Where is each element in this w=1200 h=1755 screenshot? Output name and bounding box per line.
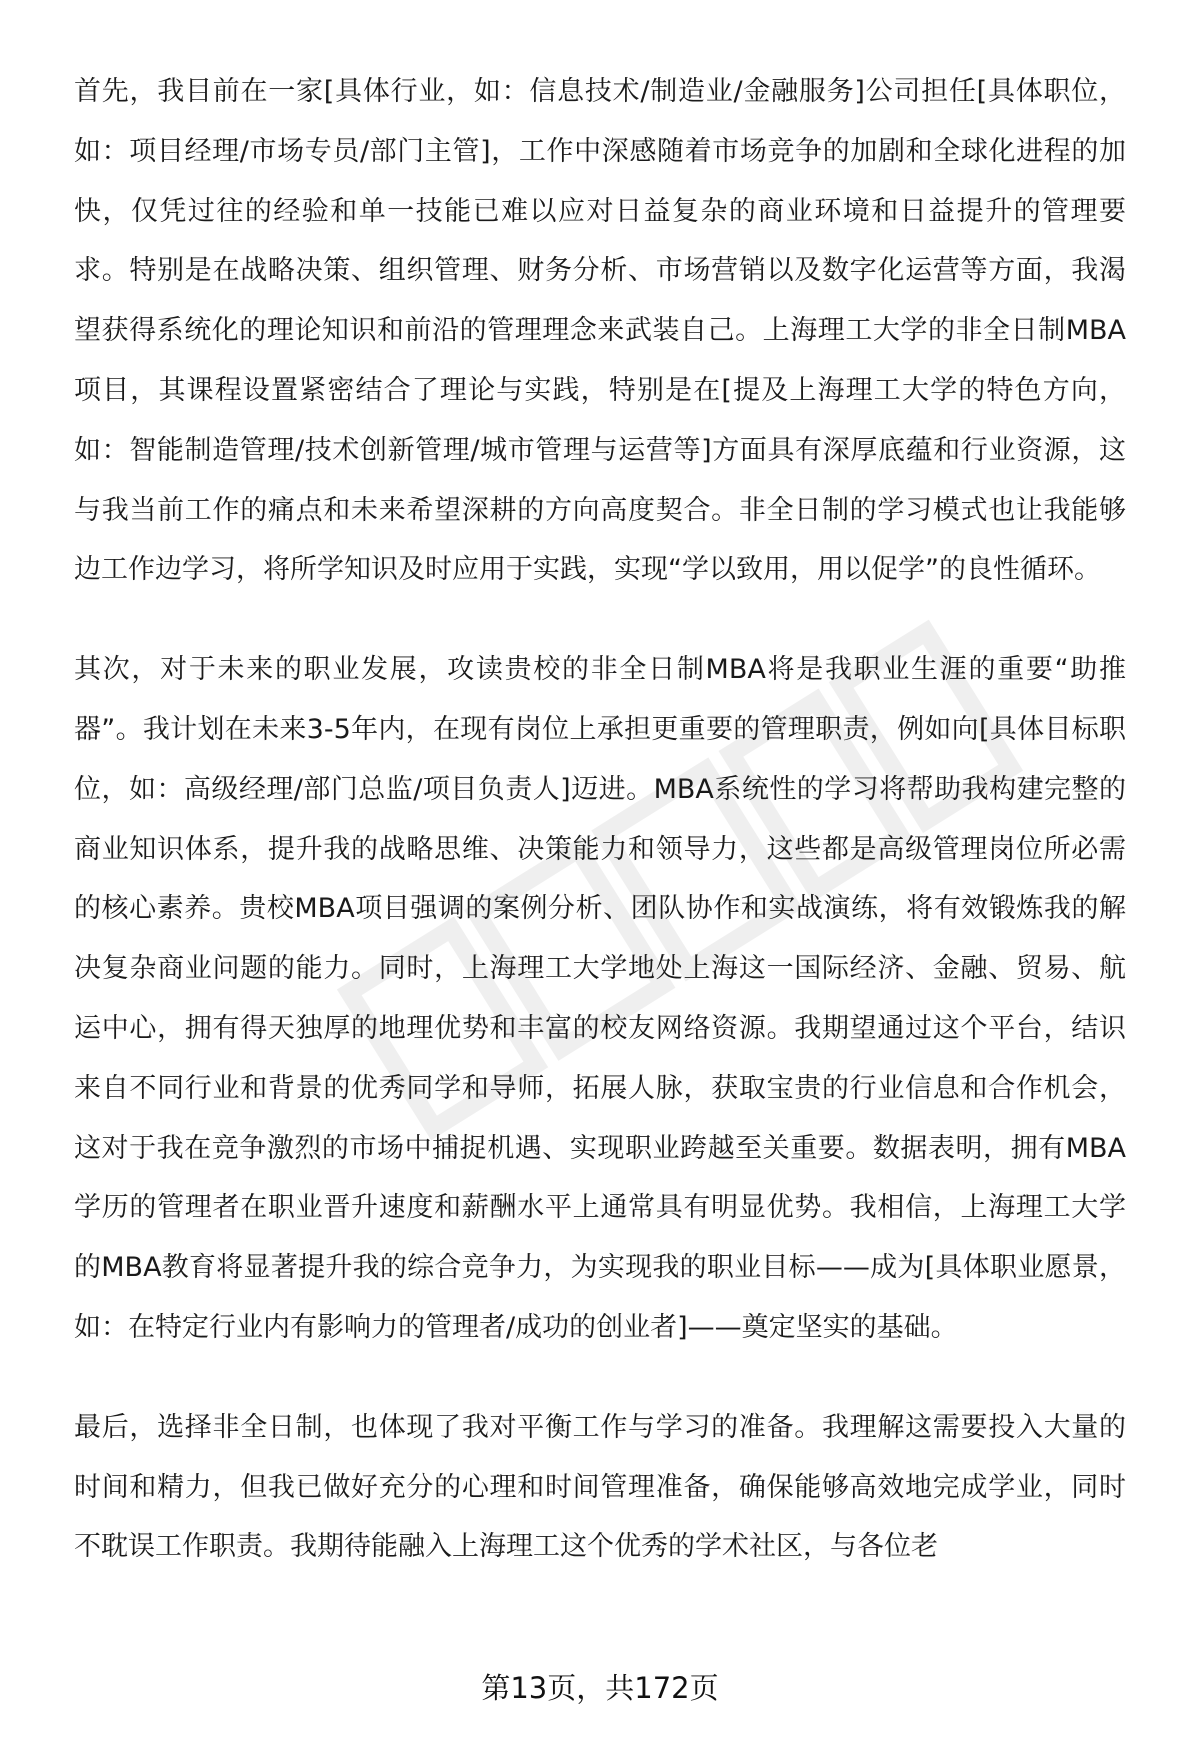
paragraph-third: 最后，选择非全日制，也体现了我对平衡工作与学习的准备。我理解这需要投入大量的时间和精力，但我已做好充分的心理和时间管理准备，确保能够高效地完成学业，同时不耽误工作职责。我期待能融入上海理工这个优秀的学术社区，与各位老 <box>74 1411 1126 1563</box>
document-page <box>74 62 1126 1577</box>
paragraph-second: 其次，对于未来的职业发展，攻读贵校的非全日制MBA将是我职业生涯的重要“助推器”。我计划在未来3-5年内，在现有岗位上承担更重要的管理职责，例如向[具体目标职位，如：高级经理/部门总监/项目负责人]迈进。MBA系统性的学习将帮助我构建完整的商业知识体系，提升我的战略思维、决策能力和领导力，这些都是高级管理岗位所必需的核心素养。贵校MBA项目强调的案例分析、团队协作和实战演练，将有效锻炼我的解决复杂商业问题的能力。同时，上海理工大学地处上海这一国际经济、金融、贸易、航运中心，拥有得天独厚的地理优势和丰富的校友网络资源。我期望通过这个平台，结识来自不同行业和背景的优秀同学和导师，拓展人脉，获取宝贵的行业信息和合作机会，这对于我在竞争激烈的市场中捕捉机遇、实现职业跨越至关重要。数据表明，拥有MBA学历的管理者在职业晋升速度和薪酬水平上通常具有明显优势。我相信，上海理工大学的MBA教育将显著提升我的综合竞争力，为实现我的职业目标——成为[具体职业愿景，如：在特定行业内有影响力的管理者/成功的创业者]——奠定坚实的基础。 <box>74 654 1126 1343</box>
paragraph-first: 首先，我目前在一家[具体行业，如：信息技术/制造业/金融服务]公司担任[具体职位，如：项目经理/市场专员/部门主管]，工作中深感随着市场竞争的加剧和全球化进程的加快，仅凭过往的经验和单一技能已难以应对日益复杂的商业环境和日益提升的管理要求。特别是在战略决策、组织管理、财务分析、市场营销以及数字化运营等方面，我渴望获得系统化的理论知识和前沿的管理理念来武装自己。上海理工大学的非全日制MBA项目，其课程设置紧密结合了理论与实践，特别是在[提及上海理工大学的特色方向，如：智能制造管理/技术创新管理/城市管理与运营等]方面具有深厚底蕴和行业资源，这与我当前工作的痛点和未来希望深耕的方向高度契合。非全日制的学习模式也让我能够边工作边学习，将所学知识及时应用于实践，实现“学以致用，用以促学”的良性循环。 <box>74 76 1126 586</box>
page-number-footer: 第13页，共172页 <box>481 1671 719 1705</box>
